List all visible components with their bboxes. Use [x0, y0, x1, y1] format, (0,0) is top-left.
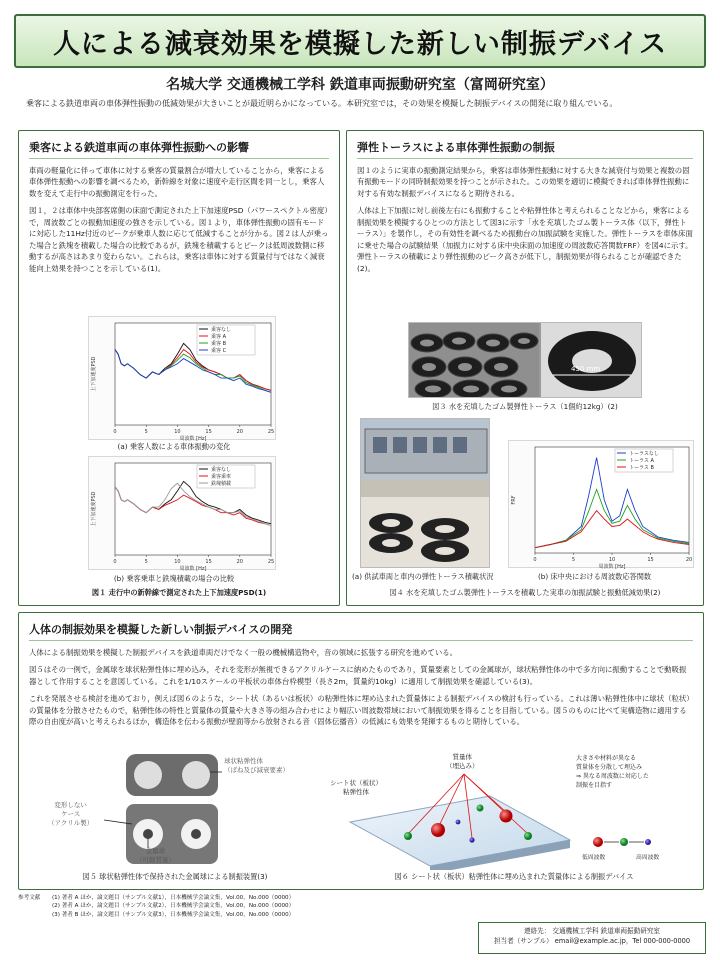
poster-title: 人による減衰効果を模擬した新しい制振デバイス — [52, 28, 668, 60]
chart-frf-container — [508, 440, 694, 568]
fig6-caption: 図６ シート状（板状）粘弾性体に埋め込まれた質量体による制振デバイス — [394, 872, 634, 881]
legend-label: 乗客なし — [211, 327, 232, 333]
x-tick-label: 10 — [174, 429, 181, 435]
x-tick-label: 10 — [174, 559, 181, 565]
fig6-note: 大きさや材料が異なる 質量体を分散して埋込み ⇒ 異なる周波数に対応した 制振を目指す — [576, 755, 649, 789]
legend-label: トーラス B — [629, 465, 654, 471]
reference-1: (1) 著者 A ほか，論文題目（サンプル文献1），日本機械学会論文集，Vol.00，No.000（0000） — [52, 895, 295, 901]
panel1-heading: 乗客による鉄道車両の車体弾性振動への影響 — [29, 139, 329, 159]
panel2-heading: 弾性トーラスによる車体弾性振動の制振 — [357, 139, 693, 159]
fig1-caption: 図１ 走行中の新幹線で測定された上下加速度PSD(1) — [91, 588, 267, 597]
torus-illustration — [409, 323, 642, 398]
chart-a — [89, 317, 277, 441]
legend-label: 乗客 A — [211, 334, 227, 340]
x-tick-label: 15 — [205, 559, 212, 565]
fig5-ball-label: 金属球 （可動質量） — [136, 847, 175, 864]
torus-size-label: 450 mm — [571, 365, 601, 373]
contact-box — [478, 922, 706, 954]
legend-label: 乗客 B — [211, 341, 227, 347]
panel2-paragraph-2: 人体は上下加振に対し前後左右にも振動することや粘弾性体と考えられることなどから，乗客による制振効果を模擬するひとつの方法として図3に示す「水を充填したゴム製トーラス体（以下，弾性トーラス）」を製作し，その有効性を調べるため振動台の加振試験を実施した。弾性トーラスを車体床面に乗せた場合の試験結果（加振力に対する床中央床面の加速度の周波数応答関数FRF）を図4に示す。弾性トーラスの積載により弾性振動のピーク高さが低下し，制振効果が得られることが確認できた(2)。 — [357, 206, 693, 273]
fig6-low-label: 低周波数 — [582, 855, 606, 861]
x-tick-label: 25 — [267, 559, 275, 565]
x-tick-label: 0 — [113, 559, 117, 565]
x-tick-label: 0 — [533, 557, 537, 563]
panel1-paragraph-2: 図１，２は車体中央部客席側の床面で測定された上下加速度PSD（パワースペクトル密度）で，周波数ごとの振動加速度の強さを示している。図１より，車体弾性振動の固有モードに対応した11Hz付近のピークが乗車人数に応じて低減することが分かる。図２は人が乗った場合と鉄塊を積載した場合の比較であるが，鉄塊を積載するとピークは低周波数側に移動するが高さはあまり変わらない。これらは，乗客は車体に対する質量付与ではなく減衰能向上効果を持つことを示している(1)。 — [29, 206, 329, 273]
x-tick-label: 20 — [685, 557, 693, 563]
panel3-heading: 人体の制振効果を模擬した新しい制振デバイスの開発 — [29, 621, 693, 641]
fig5-case-label: 変形しない ケース （アクリル製） — [48, 801, 94, 827]
chart-b — [89, 457, 277, 571]
fig4b-subcaption: (b) 床中央における周波数応答関数 — [538, 572, 652, 581]
x-tick-label: 15 — [205, 429, 212, 435]
x-tick-label: 5 — [144, 429, 148, 435]
chart-a-container — [88, 316, 276, 440]
legend-label: 乗客乗車 — [211, 474, 232, 480]
lead-text: 乗客による鉄道車両の車体弾性振動の低減効果が大きいことが最近明らかになっている。本研究室では，その効果を模擬した制振デバイスの開発に取り組んでいる。 — [26, 99, 618, 108]
title-banner — [14, 14, 706, 68]
x-tick-label: 0 — [113, 429, 117, 435]
x-tick-label: 10 — [608, 557, 616, 563]
contact-line-1: 連絡先： 交通機械工学科 鉄道車両振動研究室 — [523, 927, 661, 935]
panel3-paragraph-2: 図５はその一例で，金属球を球状粘弾性体に埋め込み，それを変形が無視できるアクリルケースに納めたものであり，質量要素としての金属球が，球状粘弾性体の中で多方向に振動することで動吸振器として作用することを意図している。これを1/10スケールの平板状の車体台枠模型（長さ2m，質量約10kg）に適用して制振効果を確認している(3)。 — [29, 665, 687, 686]
x-tick-label: 5 — [571, 557, 576, 563]
fig6-mass-label: 質量体 （埋込み） — [446, 753, 479, 770]
y-axis-label: FRF — [511, 495, 517, 505]
references-label: 参考文献 — [18, 895, 41, 901]
contact-line-2: 担当者（サンプル） email@example.ac.jp，Tel 000-000-0000 — [493, 937, 691, 946]
y-axis-label: 上下加速度PSD — [91, 356, 97, 392]
x-axis-label: 周波数 [Hz] — [179, 436, 207, 441]
x-tick-label: 25 — [267, 429, 275, 435]
panel2-paragraph-1: 図１のように実車の振動測定結果から，乗客は車体弾性振動に対する大きな減衰付与効果と複数の固有振動モードの同時制振効果を持つことが示された。この効果を適切に模擬できれば車体弾性振動に対する有効な制振デバイスになると期待される。 — [357, 166, 690, 198]
fig5-caption: 図５ 球状粘弾性体で保持された金属球による制振装置(3) — [82, 872, 268, 881]
x-axis-label: 周波数 [Hz] — [179, 566, 207, 571]
fig4a-subcaption: (a) 供試車両と車内の弾性トーラス積載状況 — [352, 572, 494, 581]
panel3-paragraph-3: これを発展させる検討を進めており，例えば図６のような，シート状（あるいは板状）の粘弾性体に埋め込まれた質量体による制振デバイスの検討も行っている。これは薄い粘弾性体中に球状（粒状）の質量体を分散させたもので，粘弾性体の特性と質量体の質量や大きさ等の組み合わせにより幅広い周波数帯域において制振効果を得ることを目指している。図５のものに比べて実構造物に適用する際の自由度が高いと考えられるほか，構造体を伝わる振動が壁面等から放射される音（固体伝播音）の低減にも効果を発揮するものと期待している。 — [29, 694, 690, 727]
fig6-sheet-label: シート状（板状） 粘弾性体 — [330, 779, 382, 796]
legend-label: 乗客 C — [211, 348, 227, 354]
x-tick-label: 15 — [647, 557, 654, 563]
fig3-caption: 図３ 水を充填したゴム製弾性トーラス（1個約12kg）(2) — [432, 402, 618, 411]
chart-b-subcaption: (b) 乗客乗車と鉄塊積載の場合の比較 — [113, 574, 235, 583]
panel3-paragraph-1: 人体による制振効果を模擬した制振デバイスを鉄道車両だけでなく一般の機械構造物や，音の領域に拡張する研究を進めている。 — [29, 648, 457, 657]
test-car-illustration — [361, 419, 490, 568]
x-tick-label: 5 — [144, 559, 148, 565]
x-tick-label: 20 — [236, 429, 243, 435]
references — [18, 894, 476, 919]
y-axis-label: 上下加速度PSD — [91, 491, 97, 527]
torus-photo — [408, 322, 642, 398]
chart-frf — [509, 441, 695, 569]
reference-3: (3) 著者 B ほか，論文題目（サンプル文献3），日本機械学会論文集，Vol.00，No.000（0000） — [52, 911, 295, 918]
fig6-high-label: 高周波数 — [636, 855, 660, 861]
legend-label: 鉄塊積載 — [211, 481, 232, 487]
panel1-paragraph-1: 車両の軽量化に伴って車体に対する乗客の質量割合が増大していることから，乗客による車体弾性振動への影響を調べるため，新幹線を対象に速度や走行区間を同一とし，乗客人数を変えて走行中の振動測定を行った。 — [29, 166, 325, 198]
x-tick-label: 20 — [236, 559, 243, 565]
fig5-diagram — [36, 750, 316, 868]
legend-label: トーラス A — [629, 458, 654, 464]
test-car-photo — [360, 418, 490, 568]
fig5-visco-label: 球状粘弾性体 （ばね及び減衰要素） — [224, 757, 289, 774]
chart-b-container — [88, 456, 276, 570]
legend-label: トーラスなし — [629, 451, 659, 457]
legend-label: 乗客なし — [211, 467, 232, 473]
x-axis-label: 周波数 [Hz] — [598, 564, 626, 569]
affiliation: 名城大学 交通機械工学科 鉄道車両振動研究室（富岡研究室） — [166, 77, 554, 93]
fig4-caption: 図４ 水を充填したゴム製弾性トーラスを積載した実車の加振試験と振動低減効果(2) — [389, 588, 661, 597]
chart-a-subcaption: (a) 乗客人数による車体振動の変化 — [117, 442, 231, 451]
reference-2: (2) 著者 A ほか，論文題目（サンプル文献2），日本機械学会論文集，Vol.00，No.000（0000） — [52, 903, 295, 910]
fig6-diagram — [330, 752, 698, 870]
